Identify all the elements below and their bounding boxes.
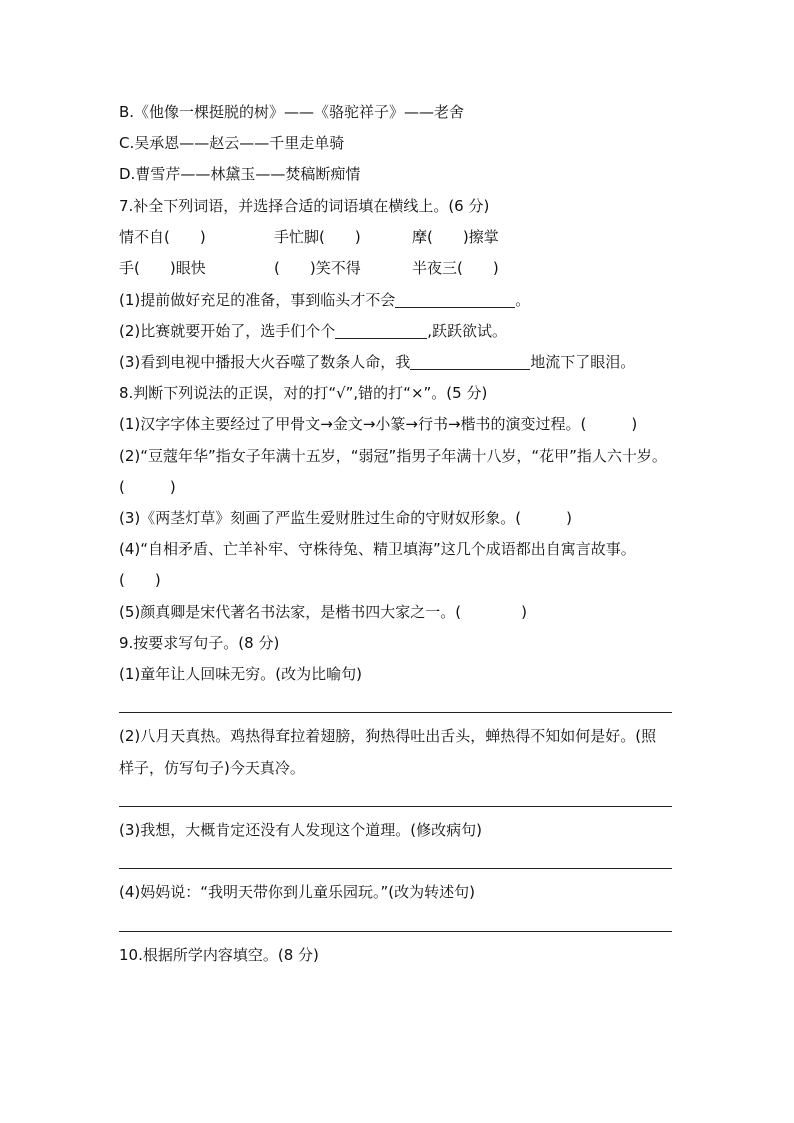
q8-statement-5: (5)颜真卿是宋代著名书法家，是楷书四大家之一。( ) (119, 603, 527, 621)
option-c: C.吴承恩——赵云——千里走单骑 (119, 134, 345, 152)
idiom-4: 手( )眼快 (119, 259, 206, 277)
q9-item-1: (1)童年让人回味无穷。(改为比喻句) (119, 665, 362, 683)
answer-line-1[interactable] (119, 712, 672, 713)
q8-statement-1: (1)汉字字体主要经过了甲骨文→金文→小篆→行书→楷书的演变过程。( ) (119, 415, 638, 433)
q8-statement-2: (2)“豆蔻年华”指女子年满十五岁，“弱冠”指男子年满十八岁，“花甲”指人六十岁。 (119, 447, 667, 465)
idiom-3: 摩( )擦掌 (412, 228, 499, 246)
option-d: D.曹雪芹——林黛玉——焚稿断痴情 (119, 165, 361, 183)
q8-statement-3: (3)《两茎灯草》刻画了严监生爱财胜过生命的守财奴形象。( ) (119, 509, 572, 527)
q9-item-3: (3)我想，大概肯定还没有人发现这个道理。(修改病句) (119, 821, 482, 839)
q8-statement-2-answer[interactable]: ( ) (119, 478, 176, 496)
q7-blank-2[interactable] (335, 322, 427, 339)
q7-sentence-1: (1)提前做好充足的准备，事到临头才不会 。 (119, 291, 531, 309)
idiom-row-1 (119, 227, 539, 247)
question-7-title: 7.补全下列词语，并选择合适的词语填在横线上。(6 分) (119, 197, 490, 215)
q7-sentence-3: (3)看到电视中播报大火吞噬了数条人命，我 地流下了眼泪。 (119, 353, 636, 371)
answer-line-3[interactable] (119, 868, 672, 869)
q9-item-2-line-1: (2)八月天真热。鸡热得耷拉着翅膀，狗热得吐出舌头，蝉热得不知如何是好。(照 (119, 727, 657, 745)
idiom-2: 手忙脚( ) (274, 228, 361, 246)
q7-sentence-2: (2)比赛就要开始了，选手们个个 ,跃跃欲试。 (119, 322, 508, 340)
idiom-row-2 (119, 258, 539, 278)
q8-statement-4-answer[interactable]: ( ) (119, 571, 161, 589)
option-b: B.《他像一棵挺脱的树》——《骆驼祥子》——老舍 (119, 103, 465, 121)
question-9-title: 9.按要求写句子。(8 分) (119, 634, 280, 652)
answer-line-2[interactable] (119, 806, 672, 807)
question-10-title: 10.根据所学内容填空。(8 分) (119, 946, 319, 964)
q7-blank-1[interactable] (395, 291, 515, 308)
q8-statement-4: (4)“自相矛盾、亡羊补牢、守株待兔、精卫填海”这几个成语都出自寓言故事。 (119, 540, 636, 558)
idiom-1: 情不自( ) (119, 228, 206, 246)
q7-blank-3[interactable] (410, 353, 530, 370)
answer-line-4[interactable] (119, 931, 672, 932)
q9-item-4: (4)妈妈说：“我明天带你到儿童乐园玩。”(改为转述句) (119, 883, 475, 901)
idiom-6: 半夜三( ) (412, 259, 499, 277)
q9-item-2-line-2: 样子，仿写句子)今天真冷。 (119, 759, 305, 777)
idiom-5: ( )笑不得 (274, 259, 361, 277)
question-8-title: 8.判断下列说法的正误，对的打“√”,错的打“×”。(5 分) (119, 384, 488, 402)
